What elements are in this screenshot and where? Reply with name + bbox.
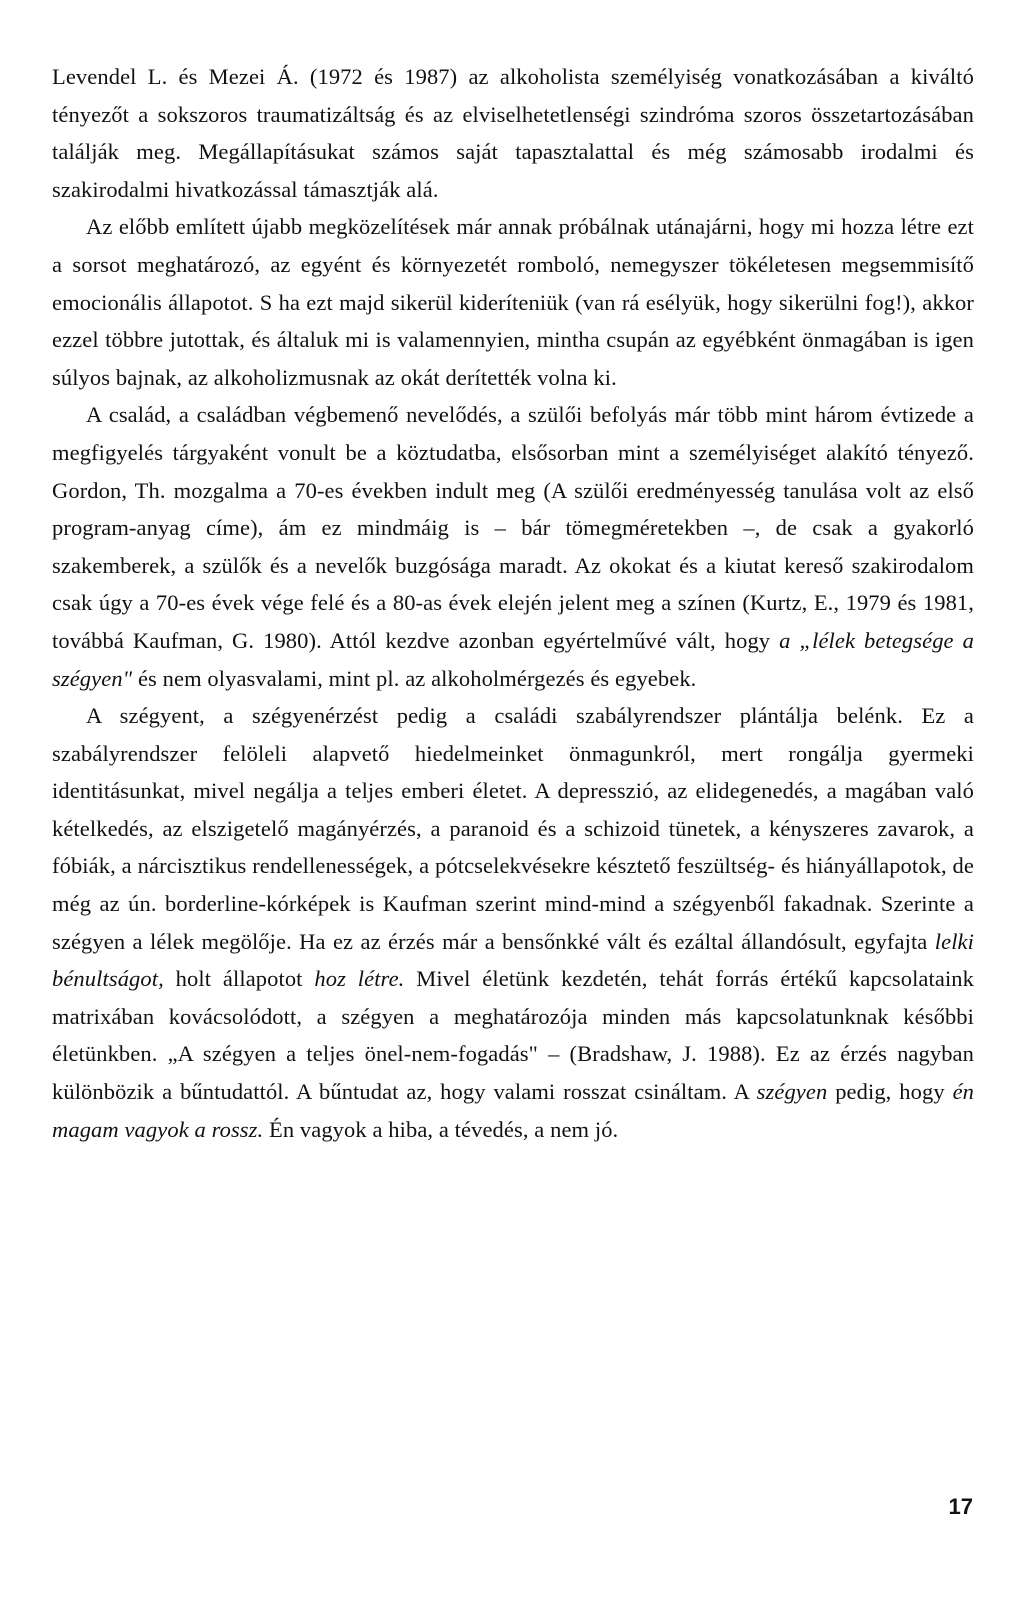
text-run: Mivel életünk kezdetén, tehát forrás értékű kapcsolataink matrixában kovácsolódott, a szégyen a meghatározója minden más kapcsolatunknak későbbi életünkben. „A szégyen a teljes önel-nem-fogadás" – (Bradshaw, J. 1988). Ez az érzés nagyban különbözik a bűntudattól. A bűntudat az, hogy valami rosszat csináltam. A <box>52 966 974 1105</box>
page-body <box>52 58 974 1148</box>
paragraph-3 <box>52 396 974 697</box>
text-run: Az előbb említett újabb megközelítések már annak próbálnak utánajárni, hogy mi hozza létre ezt a sorsot meghatározó, az egyént és környezetét romboló, nemegyszer tökéletesen megsemmisítő emocionális állapotot. S ha ezt majd sikerül kideríteniük (van rá esélyük, hogy sikerülni fog!), akkor ezzel többre jutottak, és általuk mi is valamennyien, mintha csupán az egyébként önmagában is igen súlyos bajnak, az alkoholizmusnak az okát derítették volna ki. <box>52 214 974 390</box>
italic-text-run: hoz létre. <box>314 966 405 992</box>
paragraph-4 <box>52 697 974 1148</box>
text-run: pedig, hogy <box>827 1079 953 1105</box>
page-number: 17 <box>948 1494 973 1519</box>
text-run: holt állapotot <box>163 966 315 992</box>
italic-text-run: szégyen <box>756 1079 828 1105</box>
text-run: A szégyent, a szégyenérzést pedig a családi szabályrendszer plántálja belénk. Ez a szabályrendszer felöleli alapvető hiedelmeinket önmagunkról, mert rongálja gyermeki identitásunkat, mivel negálja a teljes emberi életet. A depresszió, az elidegenedés, a magában való kételkedés, az elszigetelő magányérzés, a paranoid és a schizoid tünetek, a kényszeres zavarok, a fóbiák, a nárcisztikus rendellenességek, a pótcselekvésekre késztető feszültség- és hiányállapotok, de még az ún. borderline-kórképek is Kaufman szerint mind-mind a szégyenből fakadnak. Szerinte a szégyen a lélek megölője. Ha ez az érzés már a bensőnkké vált és ezáltal állandósult, egyfajta <box>52 703 974 954</box>
italic-text-run: a „lélek betegsége a szégyen" <box>52 627 974 691</box>
text-run: A család, a családban végbemenő nevelődés, a szülői befolyás már több mint három évtizede a megfigyelés tárgyaként vonult be a köztudatba, elsősorban mint a személyiséget alakító tényező. Gordon, Th. mozgalma a 70-es években indult meg (A szülői eredményesség tanulása volt az első program-anyag címe), ám ez mindmáig is – bár tömegméretekben –, de csak a gyakorló szakemberek, a szülők és a nevelők buzgósága maradt. Az okokat és a kiutat kereső szakirodalom csak úgy a 70-es évek vége felé és a 80-as évek elején jelent meg a színen (Kurtz, E., 1979 és 1981, továbbá Kaufman, G. 1980). Attól kezdve azonban egyértelművé vált, hogy <box>52 402 974 653</box>
paragraph-1 <box>52 58 974 208</box>
text-run: Levendel L. és Mezei Á. (1972 és 1987) az alkoholista személyiség vonatkozásában a kiváltó tényezőt a sokszoros traumatizáltság és az elviselhetetlenségi szindróma szoros összetartozásában találják meg. Megállapításukat számos saját tapasztalattal és még számosabb irodalmi és szakirodalmi hivatkozással támasztják alá. <box>52 64 974 202</box>
text-run: és nem olyasvalami, mint pl. az alkoholmérgezés és egyebek. <box>132 665 697 691</box>
italic-text-run: lelki bénultságot, <box>52 928 974 992</box>
text-run: Én vagyok a hiba, a tévedés, a nem jó. <box>263 1116 619 1142</box>
italic-text-run: én magam vagyok a rossz. <box>52 1079 974 1142</box>
paragraph-2 <box>52 208 974 396</box>
